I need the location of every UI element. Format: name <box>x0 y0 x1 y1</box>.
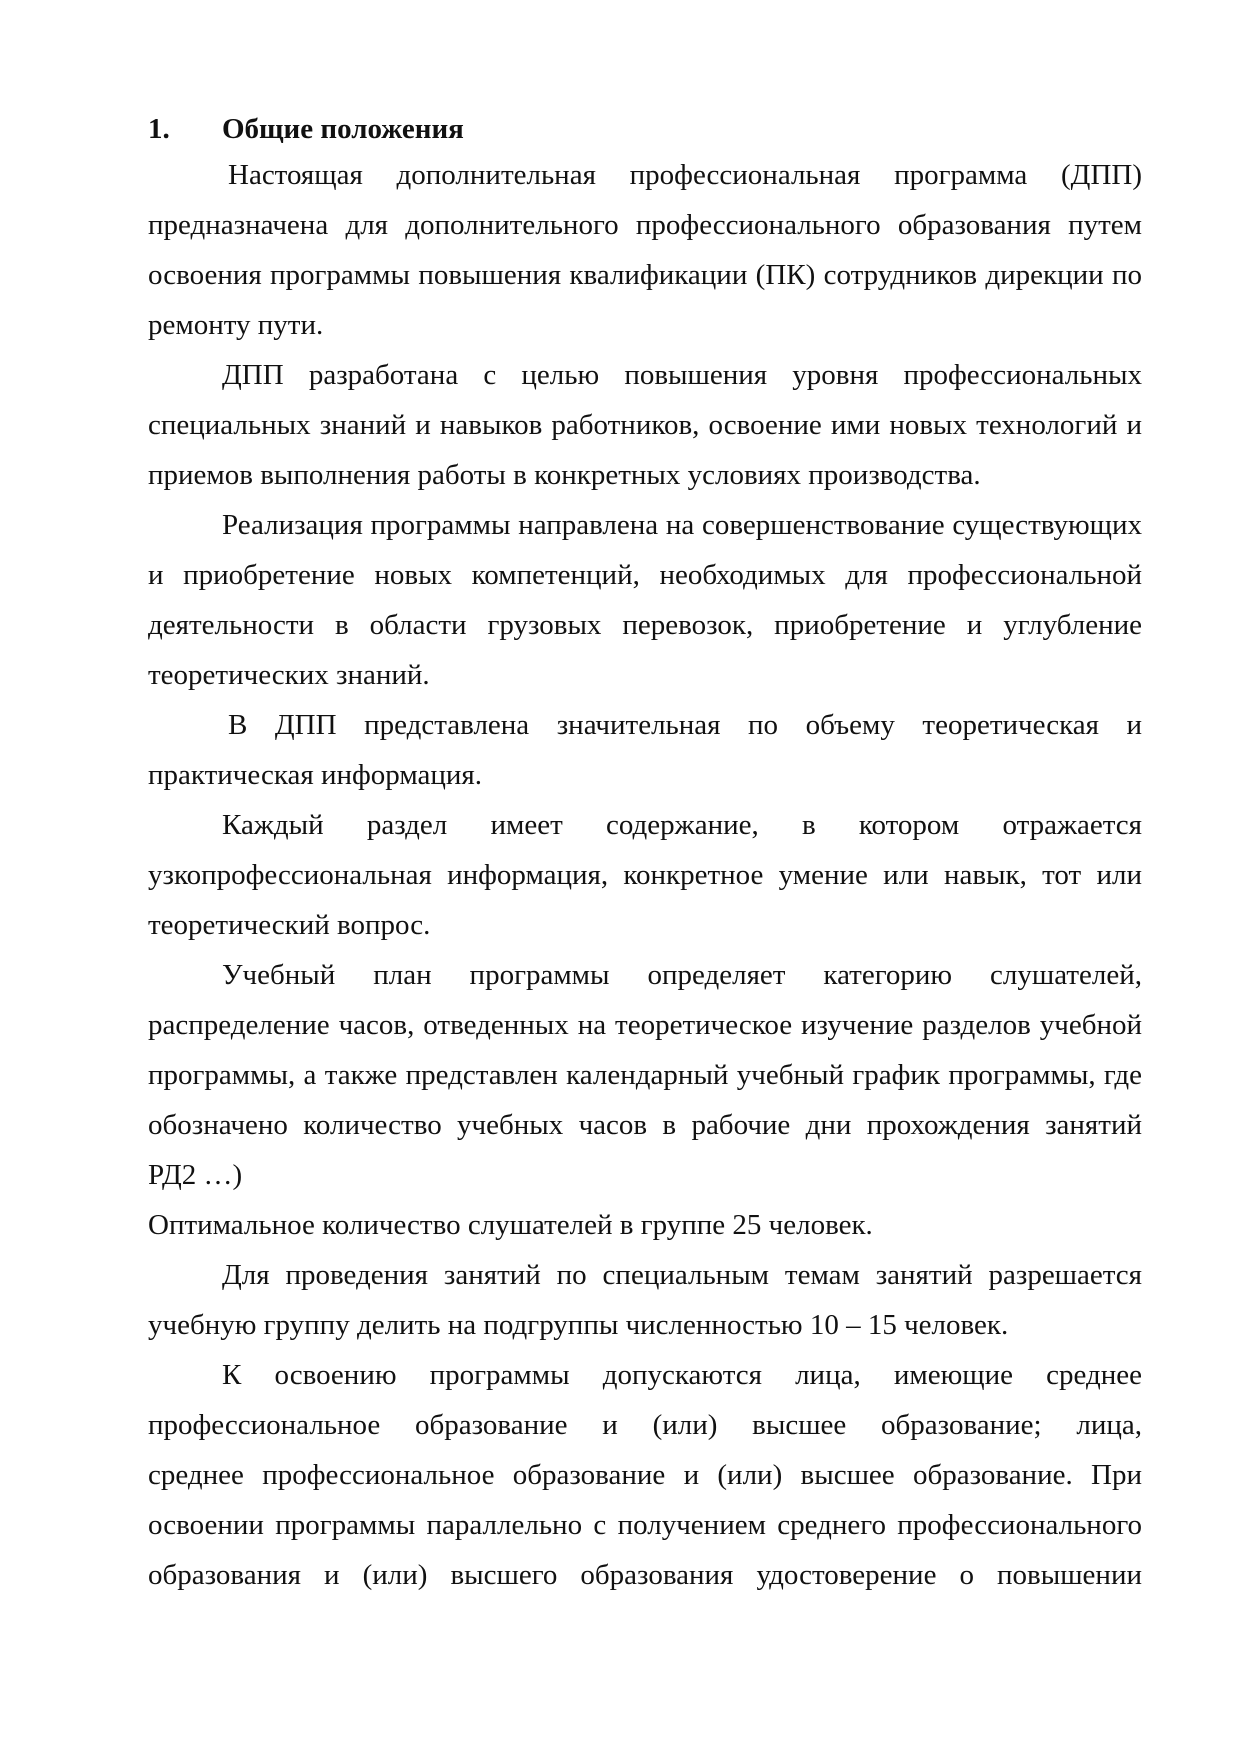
text-line: Реализация программы направлена на совершенствование существующих <box>222 509 1142 541</box>
text-line: предназначена для дополнительного профессионального образования путем <box>148 209 1142 241</box>
text-line: Настоящая дополнительная профессиональная программа (ДПП) <box>228 159 1142 191</box>
text-line: и приобретение новых компетенций, необходимых для профессиональной <box>148 559 1142 591</box>
text-line: теоретический вопрос. <box>148 909 431 941</box>
text-line: освоения программы повышения квалификации (ПК) сотрудников дирекции по <box>148 259 1142 291</box>
text-line: обозначено количество учебных часов в рабочие дни прохождения занятий <box>148 1109 1142 1141</box>
text-line: освоении программы параллельно с получением среднего профессионального <box>148 1509 1142 1541</box>
text-line: приемов выполнения работы в конкретных условиях производства. <box>148 459 981 491</box>
paragraph <box>148 500 1142 700</box>
document-page <box>148 108 1142 1600</box>
text-line: учебную группу делить на подгруппы численностью 10 – 15 человек. <box>148 1309 1009 1341</box>
section-body <box>148 150 1142 1600</box>
text-line: К освоению программы допускаются лица, имеющие среднее <box>222 1359 1142 1391</box>
text-line: узкопрофессиональная информация, конкретное умение или навык, тот или <box>148 859 1142 891</box>
text-line: ремонту пути. <box>148 309 324 341</box>
paragraph <box>148 150 1142 350</box>
text-line: распределение часов, отведенных на теоретическое изучение разделов учебной <box>148 1009 1142 1041</box>
paragraph <box>148 350 1142 500</box>
text-line: ДПП разработана с целью повышения уровня профессиональных <box>222 359 1142 391</box>
text-line: РД2 …) <box>148 1159 243 1191</box>
text-line: программы, а также представлен календарный учебный график программы, где <box>148 1059 1142 1091</box>
section-title: Общие положения <box>222 113 464 145</box>
text-line: Учебный план программы определяет категорию слушателей, <box>222 959 1142 991</box>
section-number: 1. <box>148 113 170 145</box>
text-line: деятельности в области грузовых перевозок, приобретение и углубление <box>148 609 1142 641</box>
paragraph <box>148 700 1142 800</box>
text-line: практическая информация. <box>148 759 482 791</box>
text-line: Для проведения занятий по специальным темам занятий разрешается <box>222 1259 1142 1291</box>
paragraph <box>148 800 1142 950</box>
paragraph <box>148 1350 1142 1600</box>
paragraph <box>148 1250 1142 1350</box>
text-line: среднее профессиональное образование и (или) высшее образование. При <box>148 1459 1142 1491</box>
text-line: В ДПП представлена значительная по объему теоретическая и <box>228 709 1142 741</box>
text-line: специальных знаний и навыков работников, освоение ими новых технологий и <box>148 409 1142 441</box>
text-line: теоретических знаний. <box>148 659 430 691</box>
text-line: Каждый раздел имеет содержание, в котором отражается <box>222 809 1142 841</box>
paragraph <box>148 1200 1142 1250</box>
section-heading <box>148 108 1142 150</box>
text-line: образования и (или) высшего образования удостоверение о повышении <box>148 1559 1142 1591</box>
text-line: Оптимальное количество слушателей в группе 25 человек. <box>148 1209 873 1241</box>
text-line: профессиональное образование и (или) высшее образование; лица, <box>148 1409 1142 1441</box>
paragraph <box>148 950 1142 1200</box>
